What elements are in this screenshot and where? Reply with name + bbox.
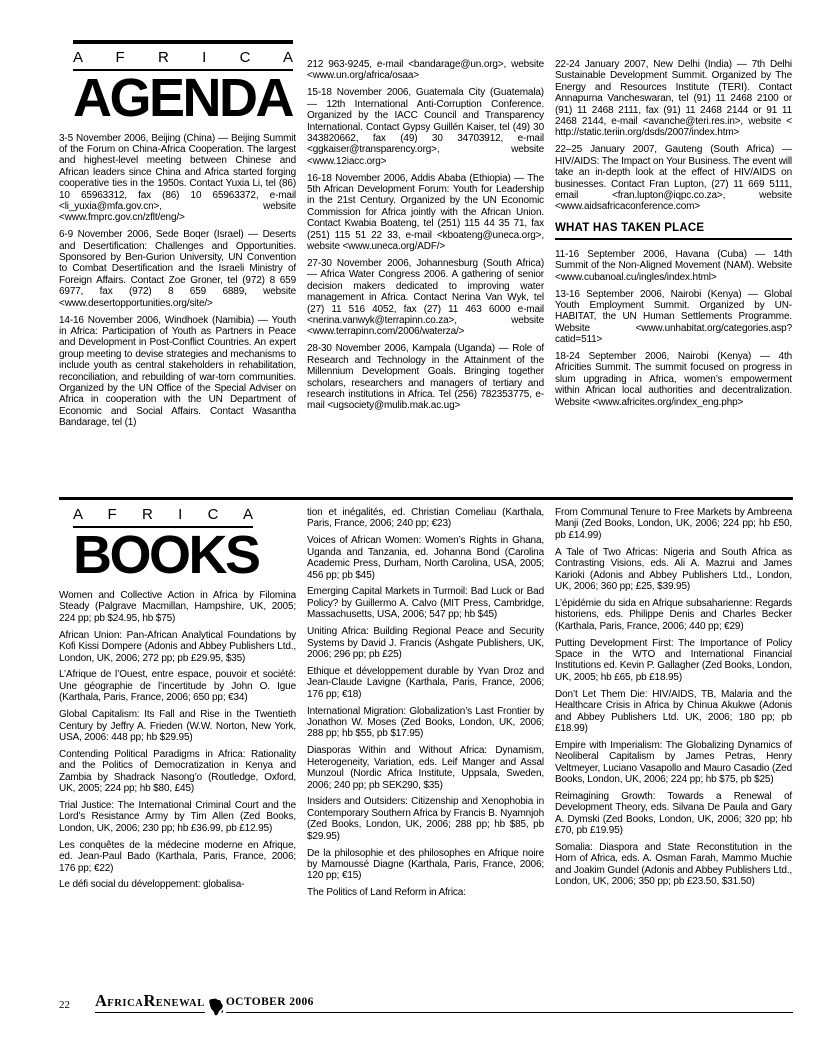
listing-entry: 22–25 January 2007, Gauteng (South Africa) — HIV/AIDS: The Impact on Your Business. The event will take an in-depth look at the effect of HIV/AIDS on businesses. Contact Fran Lupton, (27) 11 669 5111, email <fran.lupton@iqpc.co.za>, website <www.aidsafricaconference.com>: [555, 144, 792, 213]
agenda-kicker: A F R I C A: [73, 50, 293, 71]
listing-entry: Le défi social du développement: globalisa-: [59, 879, 245, 891]
listing-entry: De la philosophie et des philosophes en Afrique noire by Mamoussé Diagne (Karthala, Paris, France, 2006; 120 pp; €15): [307, 847, 544, 882]
magazine-logo: [95, 991, 205, 1013]
what-has-taken-place-heading: WHAT HAS TAKEN PLACE: [555, 222, 792, 240]
listing-entry: Reimagining Growth: Towards a Renewal of Development Theory, eds. Silvana De Paula and Gary A. Dymski (Zed Books, London, UK, 2006; 320 pp; hb £70, pb £19.95): [555, 790, 792, 837]
listing-entry: 28-30 November 2006, Kampala (Uganda) — Role of Research and Technology in the Attainment of the Millennium Development Goals. Bringing together scholars, researchers and managers of tertiary and research institutions in Africa. Tel (256) 782353775, e-mail <ugsociety@mulib.mak.ac.ug>: [307, 343, 544, 412]
agenda-column-1-entries: [59, 133, 296, 429]
agenda-header: [73, 40, 293, 128]
listing-entry: L’épidémie du sida en Afrique subsaharienne: Regards historiens, eds. Philippe Denis and Charles Becker (Karthala, Paris, France, 2006; 440 pp; €29): [555, 597, 792, 632]
logo-letter: A: [95, 991, 108, 1010]
listing-entry: Voices of African Women: Women’s Rights in Ghana, Uganda and Tanzania, ed. Johanna Bond (Carolina Academic Press, Durham, North Carolina, USA, 2005; 456 pp; pb $45): [307, 535, 544, 581]
listing-entry: From Communal Tenure to Free Markets by Ambreena Manji (Zed Books, London, UK, 2006; 224 pp; hb £50, pb £14.99): [555, 507, 792, 541]
logo-letters: ENEWAL: [155, 998, 205, 1009]
listing-entry: 212 963-9245, e-mail <bandarage@un.org>, website <www.un.org/africa/osaa>: [307, 59, 544, 82]
logo-letters: FRICA: [107, 998, 144, 1009]
listing-entry: tion et inégalités, ed. Christian Comeliau (Karthala, Paris, France, 2006; 240 pp; €23): [307, 507, 544, 530]
listing-entry: African Union: Pan-African Analytical Foundations by Kofi Kissi Dompere (Adonis and Abbey Publishers Ltd., London, UK, 2006; 272 pp; pb £29.95, $35): [59, 629, 296, 664]
listing-entry: 14-16 November 2006, Windhoek (Namibia) — Youth in Africa: Participation of Youth as Partners in Peace and Development in Post-Conflict Countries. An expert group meeting to devise strategies and mechanisms to include youth as central stakeholders in rehabilitation, reconciliation, and rebuilding of war-torn communities. Organized by the UN Office of the Special Adviser on Africa in cooperation with the UN Department of Economic and Social Affairs. Contact Wasantha Bandarage, tel (1): [59, 314, 296, 429]
issue-date: OCTOBER 2006: [225, 996, 314, 1008]
books-column-3: [555, 507, 792, 893]
listing-entry: Don’t Let Them Die: HIV/AIDS, TB, Malaria and the Healthcare Crisis in Africa by Chinua Akukwe (Adonis and Abbey Publishers Ltd. UK, 2006; 180 pp; pb £18.99): [555, 688, 792, 734]
listing-entry: A Tale of Two Africas: Nigeria and South Africa as Contrasting Visions, eds. Ali A. Mazrui and James Karioki (Adonis and Abbey Publishers Ltd., London, UK, 2006; 360 pp; £25, $39.95): [555, 546, 792, 592]
listing-entry: 18-24 September 2006, Nairobi (Kenya) — 4th Africities Summit. The summit focused on progress in slum upgrading in Africa, women’s empowerment within African local authorities and decentralization. Website <www.africites.org/index_eng.php>: [555, 351, 792, 408]
books-column-2: [307, 507, 544, 904]
listing-entry: Uniting Africa: Building Regional Peace and Security Systems by David J. Francis (Ashgate Publishers, UK, 2006; 296 pp; pb £25): [307, 626, 544, 660]
books-column-3-entries: [555, 507, 792, 888]
listing-entry: Contending Political Paradigms in Africa: Rationality and the Politics of Democratization in Kenya and Zambia by Shadrack Nasong’o (Routledge, Oxford, UK, 2005; 224 pp; hb $80, £45): [59, 748, 296, 795]
africa-silhouette-icon: [207, 997, 224, 1017]
listing-entry: International Migration: Globalization’s Last Frontier by Jonathon W. Moses (Zed Books, London, UK, 2006; 288 pp; hb $55, pb $17.95): [307, 705, 544, 740]
books-column-2-entries: [307, 507, 544, 899]
agenda-column-2-entries: [307, 59, 544, 412]
listing-entry: 22-24 January 2007, New Delhi (India) — 7th Delhi Sustainable Development Summit. Organized by The Energy and Resources Institute (TERI). Contact Annapurna Vancheswaran, tel (91) 11 2468 2100 or (91) 11 2468 2111, fax (91) 11 2468 2144 or 91 11 2468 2144, e-mail <avanche@teri.res.in>, website < http://static.teriin.org/dsds/2007/index.htm>: [555, 59, 792, 139]
books-title: BOOKS: [73, 525, 259, 585]
listing-entry: Women and Collective Action in Africa by Filomina Steady (Palgrave Macmillan, Hampshire, UK, 2005; 224 pp; pb $24.95, hb $75): [59, 590, 296, 624]
listing-entry: The Politics of Land Reform in Africa:: [307, 887, 466, 899]
listing-entry: Putting Development First: The Importance of Policy Space in the WTO and International Financial Institutions ed. Kevin P. Gallagher (Zed Books, London, UK, 2005; hb £65, pb £18.95): [555, 637, 792, 683]
books-section: [59, 507, 793, 904]
agenda-title: AGENDA: [73, 67, 293, 128]
footer-rule: [226, 992, 793, 1013]
agenda-column-1: [59, 40, 296, 434]
listing-entry: Ethique et développement durable by Yvan Droz and Jean-Claude Lavigne (Karthala, Paris, France, 2006; 176 pp; €18): [307, 665, 544, 700]
listing-entry: 16-18 November 2006, Addis Ababa (Ethiopia) — The 5th African Development Forum: Youth for Leadership in the 21st Century. Organized by the UN Economic Commission for Africa jointly with the African Union. Contact Kwabia Boateng, tel (251) 115 44 35 71, fax (251) 115 51 22 33, e-mail <kboateng@uneca.org>, website <www.uneca.org/ADF/>: [307, 172, 544, 253]
agenda-section: [59, 40, 793, 434]
listing-entry: Diasporas Within and Without Africa: Dynamism, Heterogeneity, Variation, eds. Leif Manger and Assal Munzoul (Nordic Africa Institute, Uppsala, Sweden, 2006; 240 pp; pb SEK290, $35): [307, 745, 544, 791]
agenda-header-top-rule: [73, 40, 293, 44]
listing-entry: 27-30 November 2006, Johannesburg (South Africa) — Africa Water Congress 2006. A gathering of senior decision makers dedicated to improving water management in Africa. Contact Nerina Van Wyk, tel (27) 11 516 4052, fax (27) 11 463 6000 e-mail <nerina.vanwyk@terrapinn.co.za>, website <www.terrapinn.com/2006/waterza/>: [307, 258, 544, 338]
listing-entry: L’Afrique de l’Ouest, entre espace, pouvoir et société: Une géographie de l’incertitude by John O. Igue (Karthala, Paris, France, 2006; 650 pp; €34): [59, 669, 296, 704]
agenda-column-3: [555, 40, 792, 414]
listing-entry: Empire with Imperialism: The Globalizing Dynamics of Neoliberal Capitalism by James Petras, Henry Veltmeyer, Luciano Vasapollo and Mauro Casadio (Zed Books, London, UK, 2006; 224 pp; hb $75, pb $25): [555, 739, 792, 786]
books-column-1: [59, 507, 296, 896]
page-footer: [59, 991, 793, 1013]
listing-entry: Insiders and Outsiders: Citizenship and Xenophobia in Contemporary Southern Africa by Francis B. Nyamnjoh (Zed Books, London, UK, 2006; 288 pp; hb $85, pb $29.95): [307, 796, 544, 842]
logo-letter: R: [143, 991, 156, 1010]
listing-entry: Global Capitalism: Its Fall and Rise in the Twentieth Century by Jeffry A. Frieden (W.W. Norton, New York, USA, 2006: 448 pp; hb $29.95): [59, 709, 296, 743]
listing-entry: 6-9 November 2006, Sede Boqer (Israel) — Deserts and Desertification: Challenges and Opportunities. Sponsored by Ben-Gurion University, UN Convention to Combat Desertification and the Israeli Ministry of Foreign Affairs. Contact Zoe Groner, tel (972) 8 659 6977, fax (972) 8 659 6889, website <www.desertopportunities.org/site/>: [59, 229, 296, 309]
listing-entry: Emerging Capital Markets in Turmoil: Bad Luck or Bad Policy? by Guillermo A. Calvo (MIT Press, Cambridge, Massachusetts, USA, 2006; 547 pp; hb $45): [307, 586, 544, 621]
listing-entry: Les conquêtes de la médecine moderne en Afrique, ed. Jean-Paul Bado (Karthala, Paris, France, 2006; 176 pp; €22): [59, 839, 296, 874]
agenda-column-2: [307, 40, 544, 417]
books-kicker: A F R I C A: [73, 507, 253, 528]
listing-entry: 13-16 September 2006, Nairobi (Kenya) — Global Youth Employment Summit. Organized by UN-HABITAT, the UN Human Settlements Programme. Website <www.unhabitat.org/categories.asp?catid=511>: [555, 288, 792, 346]
agenda-column-3-entries: [555, 59, 792, 408]
books-header: [73, 506, 259, 585]
listing-entry: 3-5 November 2006, Beijing (China) — Beijing Summit of the Forum on China-Africa Cooperation. The largest and highest-level meeting between Chinese and African leaders since China and Africa started forging cooperative ties in the 1950s. Contact Yuxia Li, tel (86) 10 65963312, fax (86) 10 65963372, e-mail <li_yuxia@mfa.gov.cn>, website <www.fmprc.gov.cn/zflt/eng/>: [59, 132, 296, 224]
listing-entry: Trial Justice: The International Criminal Court and the Lord’s Resistance Army by Tim Allen (Zed Books, London, UK, 2006; 230 pp; hb £36.99, pb £12.95): [59, 800, 296, 834]
listing-entry: 11-16 September 2006, Havana (Cuba) — 14th Summit of the Non-Aligned Movement (NAM). Website <www.cubanoal.cu/ingles/index.html>: [555, 248, 792, 283]
section-divider-rule: [59, 497, 793, 500]
books-column-1-entries: [59, 590, 296, 891]
page-number: 22: [59, 999, 70, 1011]
listing-entry: Somalia: Diaspora and State Reconstitution in the Horn of Africa, eds. A. Osman Farah, Mammo Muchie and Joakim Gundel (Adonis and Abbey Publishers Ltd., London, UK, 2006; 350 pp; pb £23.50, $31.50): [555, 842, 792, 888]
listing-entry: 15-18 November 2006, Guatemala City (Guatemala) — 12th International Anti-Corruption Conference. Organized by the IACC Council and Transparency International. Contact Gypsy Guillén Kaiser, tel (49) 30 343820662, fax (49) 30 34703912, e-mail <ggkaiser@transparency.org>, website <www.12iacc.org>: [307, 87, 544, 167]
